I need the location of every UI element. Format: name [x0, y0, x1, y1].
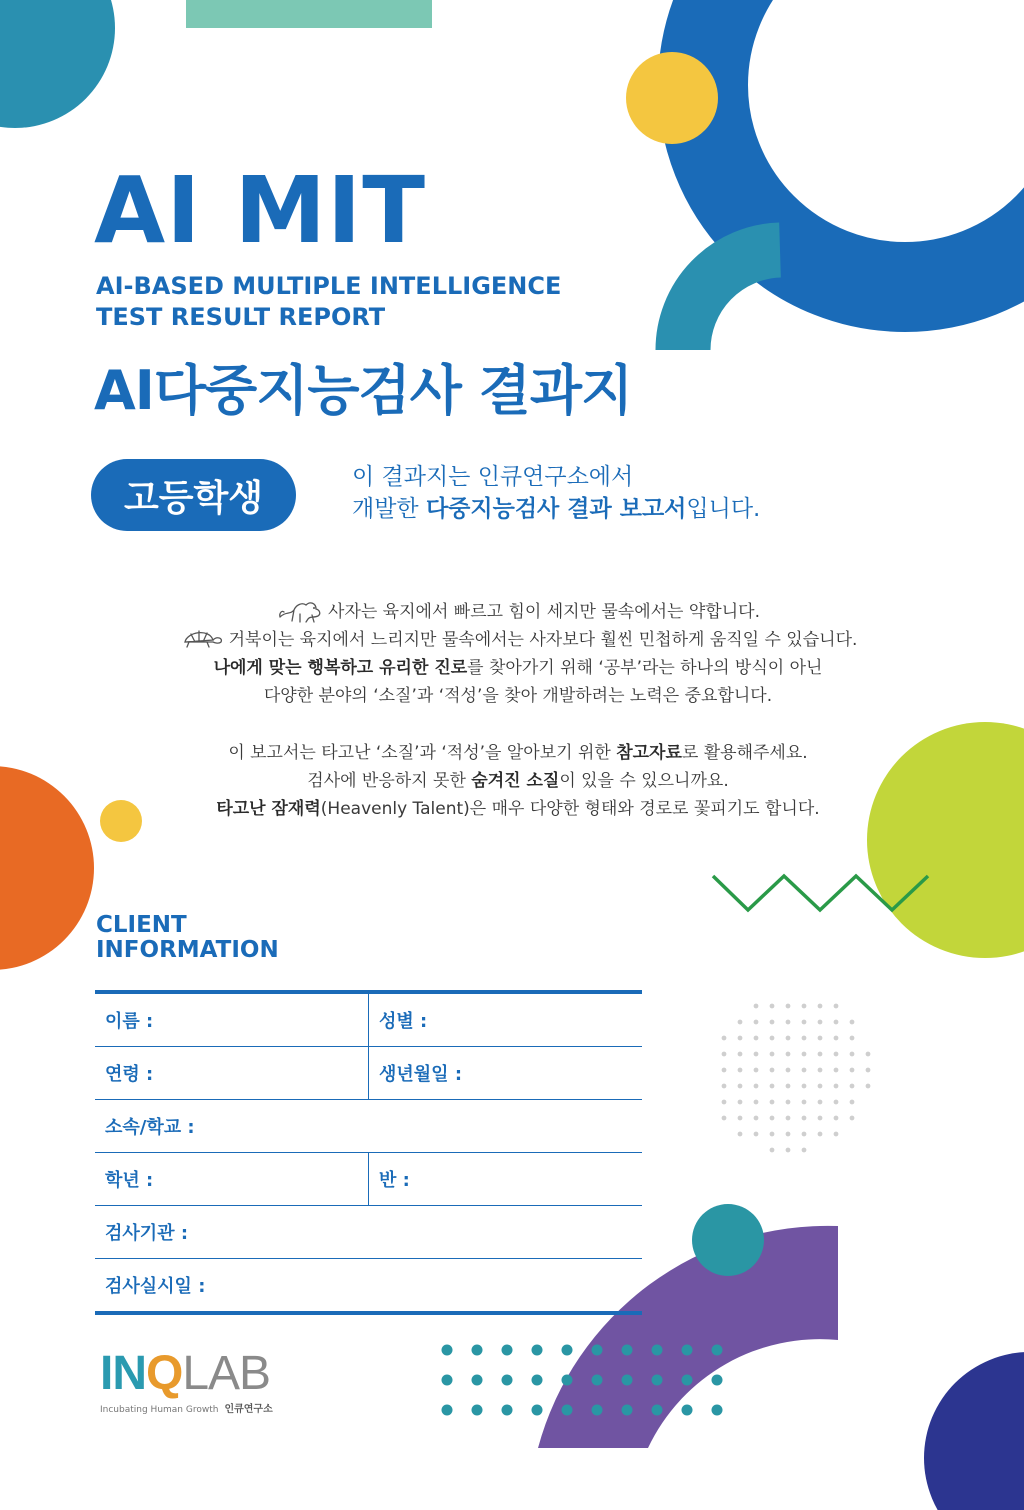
grey-dot: [786, 1116, 791, 1121]
grey-dot: [786, 1084, 791, 1089]
info-row-institution: [95, 1206, 642, 1259]
grey-dot: [786, 1004, 791, 1009]
teal-dot: [652, 1345, 663, 1356]
teal-dot: [472, 1345, 483, 1356]
grey-dot: [850, 1116, 855, 1121]
grey-dot: [754, 1004, 759, 1009]
grey-dot: [770, 1132, 775, 1137]
grey-dot: [802, 1052, 807, 1057]
report-title-korean: AI다중지능검사 결과지: [94, 359, 633, 422]
teal-dot: [682, 1345, 693, 1356]
grey-dot: [850, 1020, 855, 1025]
grey-dot: [770, 1148, 775, 1153]
teal-circle-bottom: [692, 1204, 764, 1276]
info-row-name-gender: [95, 994, 642, 1047]
name-label: 이름 :: [105, 1011, 154, 1032]
grey-dot: [834, 1068, 839, 1073]
school-label: 소속/학교 :: [105, 1117, 195, 1138]
class-label: 반 :: [379, 1170, 410, 1191]
client-heading-line-2: INFORMATION: [96, 937, 279, 963]
grey-dot: [754, 1116, 759, 1121]
grey-dot: [802, 1036, 807, 1041]
teal-dot: [592, 1375, 603, 1386]
grey-dot: [722, 1068, 727, 1073]
grey-dot: [754, 1100, 759, 1105]
teal-dot: [442, 1375, 453, 1386]
report-title: AI MIT: [94, 157, 426, 264]
message-line-6: [100, 767, 936, 795]
intro-line-1: 이 결과지는 인큐연구소에서: [352, 464, 634, 490]
teal-dot: [592, 1405, 603, 1416]
grey-dot: [786, 1020, 791, 1025]
grey-dot: [786, 1132, 791, 1137]
test-date-field[interactable]: [95, 1259, 642, 1311]
teal-circle-top-left: [0, 0, 115, 128]
teal-dot: [712, 1375, 723, 1386]
institution-field[interactable]: [95, 1206, 642, 1258]
message-plain: 로 활용해주세요.: [681, 743, 808, 763]
logo-lab: LAB: [182, 1347, 271, 1400]
grey-dot: [722, 1116, 727, 1121]
inqlab-logo: [100, 1347, 273, 1415]
name-field[interactable]: [95, 994, 368, 1046]
grey-dot: [738, 1116, 743, 1121]
message-line-7: [100, 795, 936, 823]
teal-dot: [682, 1375, 693, 1386]
grey-dot: [802, 1148, 807, 1153]
message-plain: 이 있을 수 있으니까요.: [559, 771, 729, 791]
grey-dot: [834, 1116, 839, 1121]
message-plain: 검사에 반응하지 못한: [307, 771, 472, 791]
mint-bar: [186, 0, 432, 28]
grey-dot: [754, 1052, 759, 1057]
grey-dot: [834, 1132, 839, 1137]
grey-dot: [818, 1084, 823, 1089]
grey-dot: [786, 1052, 791, 1057]
grey-dot: [754, 1084, 759, 1089]
message-line-5: [100, 739, 936, 767]
logo-in: IN: [100, 1347, 146, 1400]
class-field[interactable]: [368, 1153, 641, 1205]
message-bold-hidden: 숨겨진 소질: [471, 771, 560, 791]
grey-dot: [802, 1132, 807, 1137]
teal-dot: [502, 1375, 513, 1386]
teal-dot: [562, 1405, 573, 1416]
grey-dot-pattern: [722, 1004, 871, 1153]
age-label: 연령 :: [105, 1064, 154, 1085]
grey-dot: [802, 1100, 807, 1105]
grade-level-badge: 고등학생: [91, 459, 296, 531]
teal-dot: [592, 1345, 603, 1356]
grey-dot: [786, 1100, 791, 1105]
yellow-circle-top: [626, 52, 718, 144]
grade-field[interactable]: [95, 1153, 368, 1205]
navy-circle: [924, 1352, 1024, 1510]
grey-dot: [818, 1068, 823, 1073]
info-row-school: [95, 1100, 642, 1153]
grey-dot: [866, 1084, 871, 1089]
teal-dot: [622, 1375, 633, 1386]
school-field[interactable]: [95, 1100, 642, 1152]
info-row-grade-class: [95, 1153, 642, 1206]
grey-dot: [722, 1100, 727, 1105]
teal-dot: [712, 1405, 723, 1416]
grey-dot: [786, 1036, 791, 1041]
grey-dot: [818, 1100, 823, 1105]
grey-dot: [850, 1068, 855, 1073]
grey-dot: [818, 1052, 823, 1057]
test-date-label: 검사실시일 :: [105, 1276, 206, 1297]
grey-dot: [738, 1068, 743, 1073]
message-line-3: [100, 654, 936, 682]
intro-text: [352, 461, 760, 525]
birthdate-label: 생년월일 :: [379, 1064, 463, 1085]
teal-dot: [502, 1405, 513, 1416]
grey-dot: [834, 1020, 839, 1025]
message-bold-career: 나에게 맞는 행복하고 유리한 진로: [213, 658, 468, 678]
teal-dot: [442, 1345, 453, 1356]
teal-dot: [472, 1375, 483, 1386]
logo-q: Q: [146, 1347, 183, 1400]
message-plain: (Heavenly Talent)은 매우 다양한 형태와 경로로 꽃피기도 합니다.: [320, 799, 820, 819]
message-paragraph-1: [100, 597, 936, 710]
grey-dot: [834, 1100, 839, 1105]
grey-dot: [770, 1068, 775, 1073]
grey-dot: [770, 1020, 775, 1025]
grey-dot: [786, 1068, 791, 1073]
grey-dot: [802, 1004, 807, 1009]
teal-dot: [622, 1405, 633, 1416]
lion-sentence: 사자는 육지에서 빠르고 힘이 세지만 물속에서는 약합니다.: [328, 602, 760, 622]
grey-dot: [738, 1020, 743, 1025]
grey-dot: [738, 1036, 743, 1041]
logo-tagline: [100, 1400, 273, 1415]
grey-dot: [738, 1132, 743, 1137]
logo-tagline-kr: 인큐연구소: [224, 1404, 273, 1415]
teal-dot: [502, 1345, 513, 1356]
grey-dot: [754, 1036, 759, 1041]
grade-label: 학년 :: [105, 1170, 154, 1191]
grey-dot: [818, 1004, 823, 1009]
subtitle-line-2: TEST RESULT REPORT: [96, 303, 386, 331]
grey-dot: [722, 1052, 727, 1057]
age-field[interactable]: [95, 1047, 368, 1099]
grey-dot: [802, 1068, 807, 1073]
grey-dot: [866, 1068, 871, 1073]
birthdate-field[interactable]: [368, 1047, 641, 1099]
grey-dot: [802, 1084, 807, 1089]
grey-dot: [770, 1052, 775, 1057]
grey-dot: [818, 1036, 823, 1041]
grey-dot: [818, 1132, 823, 1137]
teal-dot: [682, 1405, 693, 1416]
grey-dot: [850, 1100, 855, 1105]
grey-dot: [754, 1020, 759, 1025]
message-line-4: 다양한 분야의 ‘소질’과 ‘적성’을 찾아 개발하려는 노력은 중요합니다.: [263, 686, 773, 706]
logo-tagline-en: Incubating Human Growth: [100, 1405, 219, 1415]
teal-arc: [683, 250, 780, 350]
teal-dot: [622, 1345, 633, 1356]
grey-dot: [754, 1132, 759, 1137]
message-paragraph-2: [100, 739, 936, 823]
subtitle-line-1: AI-BASED MULTIPLE INTELLIGENCE: [96, 272, 562, 300]
report-subtitle: [96, 271, 561, 333]
intro-text-bold: 다중지능검사 결과 보고서: [425, 496, 687, 522]
grey-dot: [866, 1052, 871, 1057]
grey-dot: [850, 1084, 855, 1089]
message-line-2: [100, 626, 936, 654]
lion-icon: [276, 597, 324, 623]
turtle-icon: [179, 626, 225, 650]
client-information-heading: [96, 913, 279, 963]
info-row-test-date: [95, 1259, 642, 1311]
grey-dot: [834, 1036, 839, 1041]
grey-dot: [850, 1036, 855, 1041]
message-bold-reference: 참고자료: [616, 743, 682, 763]
grey-dot: [722, 1036, 727, 1041]
teal-dot: [532, 1375, 543, 1386]
message-line-1: [100, 597, 936, 626]
grey-dot: [818, 1020, 823, 1025]
gender-label: 성별 :: [379, 1011, 428, 1032]
grey-dot: [834, 1052, 839, 1057]
intro-line-2: [352, 493, 760, 525]
grey-dot: [834, 1084, 839, 1089]
info-row-age-birth: [95, 1047, 642, 1100]
orange-circle: [0, 766, 94, 970]
teal-dot: [562, 1345, 573, 1356]
message-bold-talent: 타고난 잠재력: [216, 799, 321, 819]
grey-dot: [802, 1116, 807, 1121]
teal-dot: [652, 1405, 663, 1416]
gender-field[interactable]: [368, 994, 641, 1046]
teal-dot: [442, 1405, 453, 1416]
grey-dot: [802, 1020, 807, 1025]
grey-dot: [770, 1004, 775, 1009]
teal-dot: [532, 1405, 543, 1416]
teal-dot: [652, 1375, 663, 1386]
grey-dot: [818, 1116, 823, 1121]
teal-dot: [562, 1375, 573, 1386]
message-plain: 를 찾아가기 위해 ‘공부’라는 하나의 방식이 아닌: [467, 658, 823, 678]
teal-dot: [472, 1405, 483, 1416]
grey-dot: [770, 1100, 775, 1105]
grey-dot: [770, 1084, 775, 1089]
institution-label: 검사기관 :: [105, 1223, 189, 1244]
grey-dot: [850, 1052, 855, 1057]
turtle-sentence: 거북이는 육지에서 느리지만 물속에서는 사자보다 훨씬 민첩하게 움직일 수 있습니다.: [228, 630, 858, 650]
message-plain: 이 보고서는 타고난 ‘소질’과 ‘적성’을 알아보기 위한: [228, 743, 617, 763]
grey-dot: [722, 1084, 727, 1089]
grey-dot: [834, 1004, 839, 1009]
grey-dot: [770, 1116, 775, 1121]
logo-wordmark: [100, 1347, 273, 1400]
teal-dot: [712, 1345, 723, 1356]
client-heading-line-1: CLIENT: [96, 912, 187, 938]
grey-dot: [786, 1148, 791, 1153]
grey-dot: [754, 1068, 759, 1073]
grey-dot: [738, 1084, 743, 1089]
grey-dot: [770, 1036, 775, 1041]
teal-dot: [532, 1345, 543, 1356]
grey-dot: [738, 1052, 743, 1057]
intro-text-suffix: 입니다.: [686, 496, 761, 522]
grey-dot: [738, 1100, 743, 1105]
intro-text-plain: 개발한: [352, 496, 426, 522]
client-info-table: [95, 990, 642, 1315]
